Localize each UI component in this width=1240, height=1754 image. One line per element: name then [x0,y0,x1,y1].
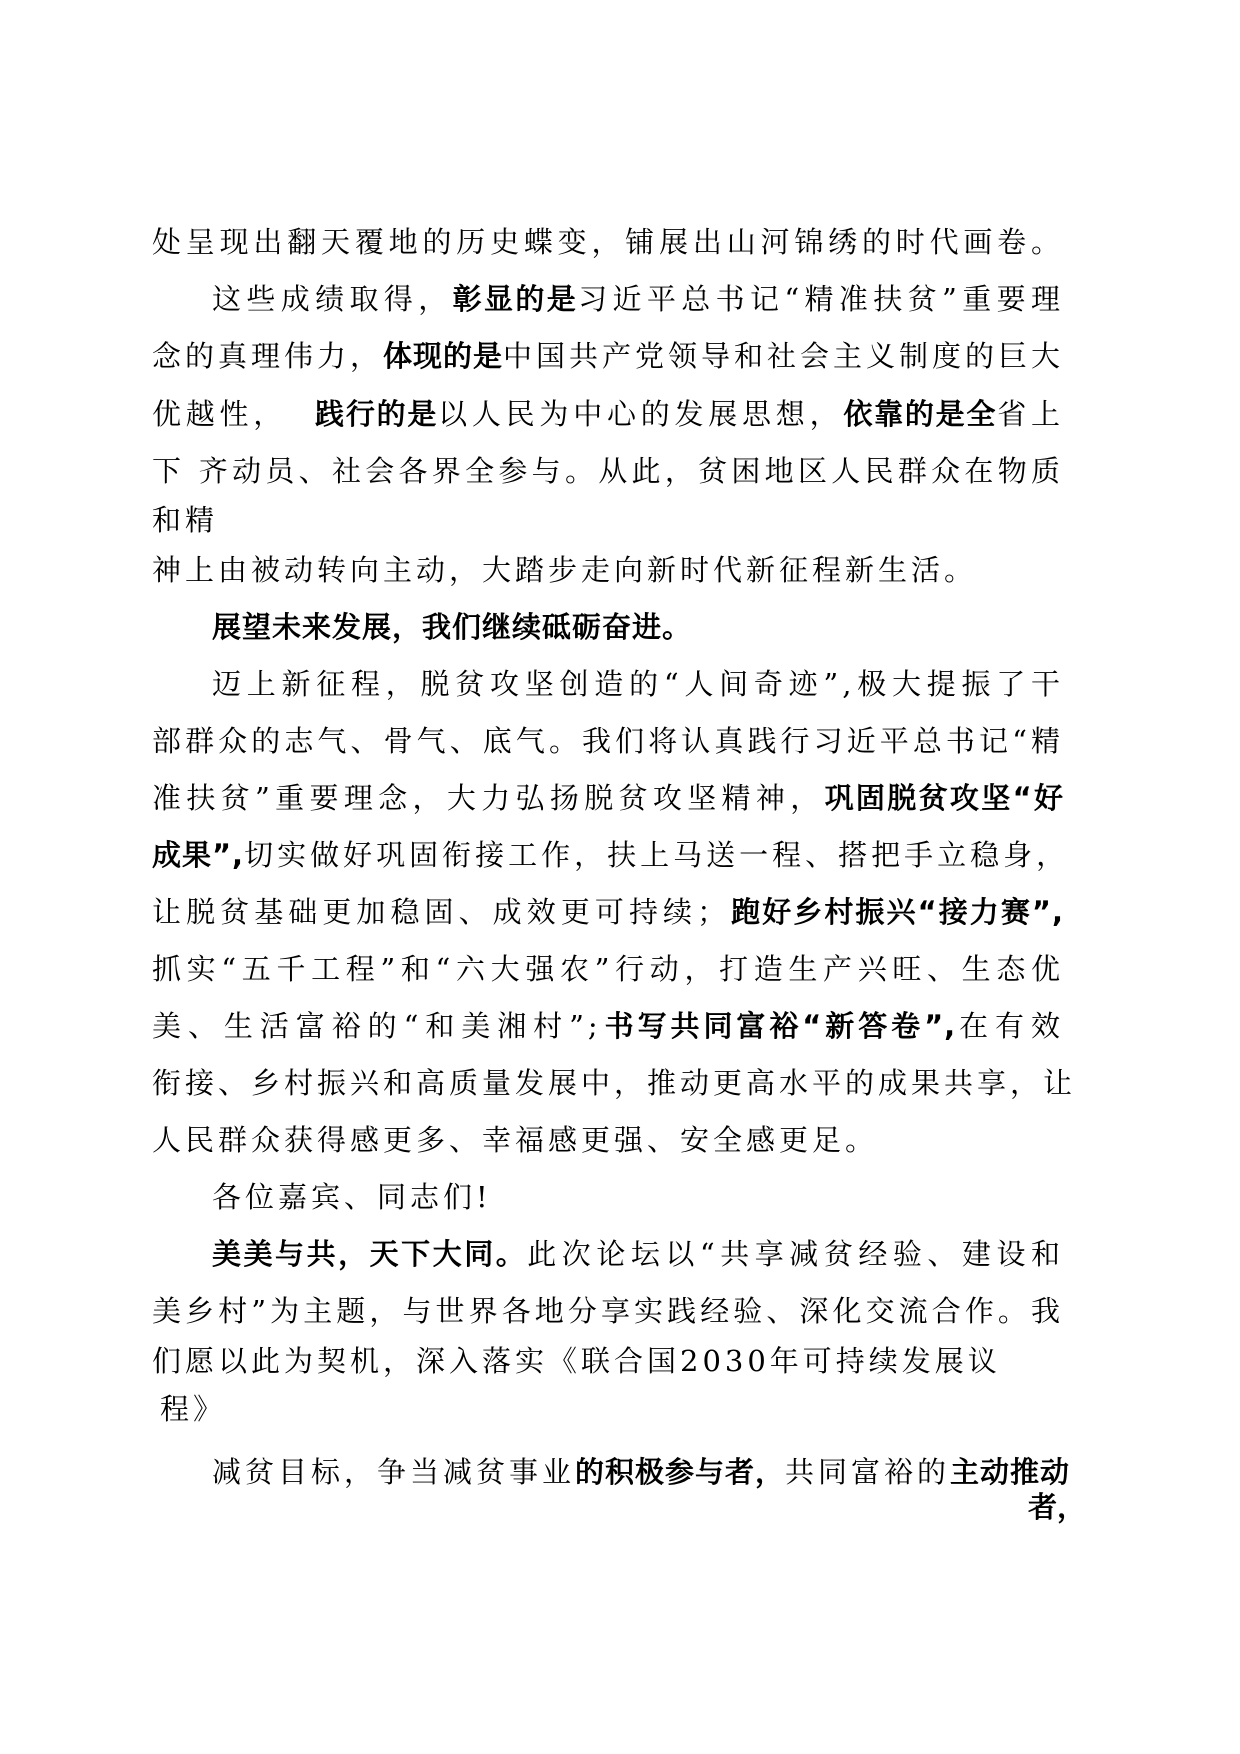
emphasis-text: 依靠的是全 [843,397,998,431]
emphasis-text: 体现的是 [383,339,504,373]
paragraph-line: 美乡村”为主题，与世界各地分享实践经验、深化交流合作。我 [152,1294,1064,1328]
emphasis-text: 的积极参与者， [575,1455,786,1489]
emphasis-text: 成果”, [152,838,245,872]
paragraph-line: 神上由被动转向主动，大踏步走向新时代新征程新生活。 [152,553,978,587]
section-heading: 展望未来发展，我们继续砥砺奋进。 [212,610,693,644]
paragraph-line: 部群众的志气、骨气、底气。我们将认真践行习近平总书记“精 [152,724,1064,758]
paragraph-line: 抓实“五千工程”和“六大强农”行动，打造生产兴旺、生态优 [152,952,1064,986]
paragraph-line: 这些成绩取得，彰显的是习近平总书记“精准扶贫”重要理 [212,282,1064,316]
emphasis-text: 彰显的是 [452,282,579,316]
paragraph-line: 成果”,切实做好巩固衔接工作，扶上马送一程、搭把手立稳身， [152,838,1070,872]
paragraph-line: 减贫目标，争当减贫事业的积极参与者，共同富裕的主动推动 [212,1455,1071,1489]
paragraph-line: 处呈现出翻天覆地的历史蝶变，铺展出山河锦绣的时代画卷。 [152,225,1064,259]
paragraph-line: 衔接、乡村振兴和高质量发展中，推动更高水平的成果共享，让 [152,1066,1077,1100]
paragraph-line: 美、生活富裕的“和美湘村”;书写共同富裕“新答卷”,在有效 [152,1009,1064,1043]
paragraph-line: 人民群众获得感更多、幸福感更强、安全感更足。 [152,1123,879,1157]
paragraph-line: 下 齐动员、社会各界全参与。从此，贫困地区人民群众在物质 [152,454,1064,488]
paragraph-line: 让脱贫基础更加稳固、成效更可持续；跑好乡村振兴“接力赛”, [152,895,1064,929]
emphasis-text: 书写共同富裕“新答卷”, [601,1009,957,1043]
paragraph-line: 美美与共，天下大同。此次论坛以“共享减贫经验、建设和 [212,1237,1064,1271]
paragraph-line: 程》 [160,1392,227,1426]
emphasis-text: 跑好乡村振兴“接力赛”, [730,895,1064,929]
paragraph-line: 和精 [152,503,219,537]
emphasis-text: 主动推动 [950,1455,1071,1489]
salutation: 各位嘉宾、同志们! [212,1180,492,1214]
emphasis-text: 践行的是 [315,397,439,431]
paragraph-line: 迈上新征程，脱贫攻坚创造的“人间奇迹”,极大提振了干 [212,667,1064,701]
paragraph-line: 优越性， 践行的是以人民为中心的发展思想，依靠的是全省上 [152,397,1064,431]
emphasis-text: 巩固脱贫攻坚“好 [824,781,1064,815]
emphasis-text: 美美与共，天下大同。 [212,1237,528,1271]
paragraph-line: 念的真理伟力，体现的是中国共产党领导和社会主义制度的巨大 [152,339,1065,373]
paragraph-line: 准扶贫”重要理念，大力弘扬脱贫攻坚精神，巩固脱贫攻坚“好 [152,781,1064,815]
paragraph-line: 们愿以此为契机，深入落实《联合国2030年可持续发展议 [152,1344,1001,1378]
paragraph-line: 者， [1027,1490,1086,1524]
